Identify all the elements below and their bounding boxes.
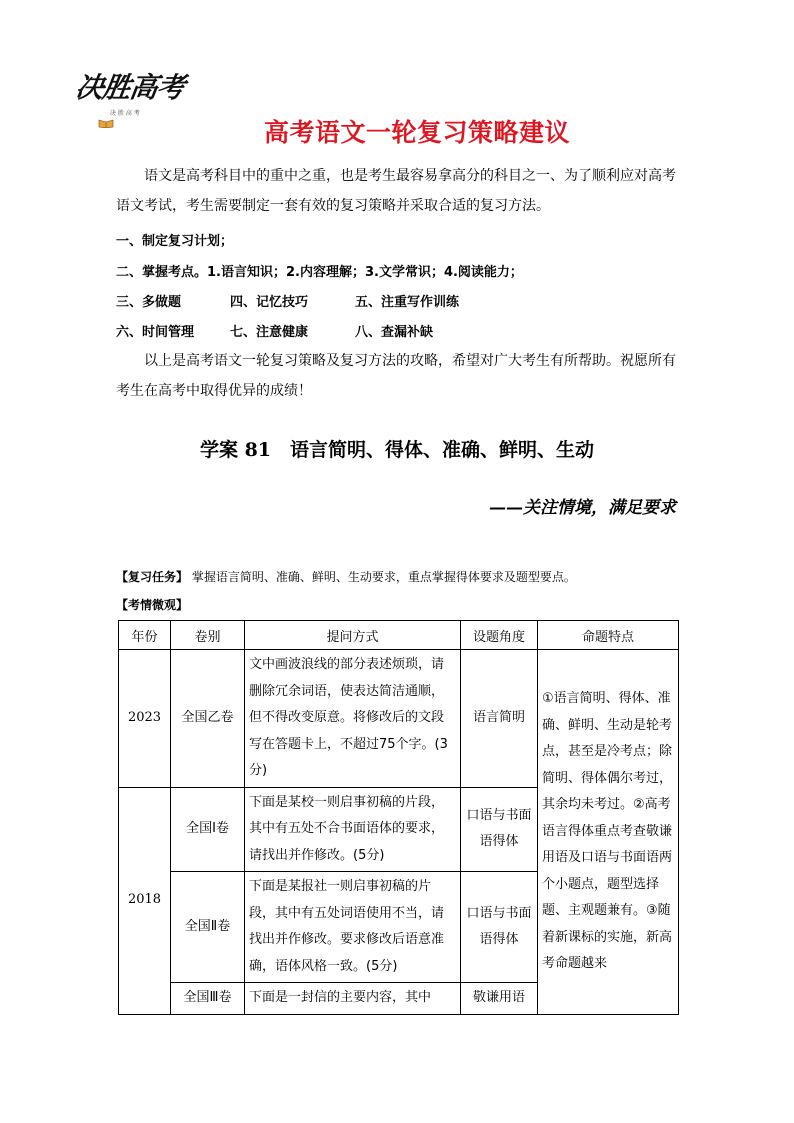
- section-title: 学案 81 语言简明、得体、准确、鲜明、生动: [199, 439, 595, 461]
- logo-text: 决胜高考: [73, 71, 187, 104]
- point-6: 六、时间管理: [116, 325, 195, 340]
- points-row-3: [116, 291, 459, 310]
- cell-angle: 语言简明: [461, 650, 538, 788]
- cell-question: 下面是某校一则启事初稿的片段，其中有五处不合书面语体的要求，请找出并作修改。(5分): [245, 787, 461, 872]
- cell-question: 下面是某报社一则启事初稿的片段，其中有五处词语使用不当，请找出并作修改。要求修改后语意准确，语体风格一致。(5分): [245, 872, 461, 983]
- point-4: 四、记忆技巧: [230, 295, 309, 310]
- review-task-label: 【复习任务】: [116, 570, 189, 584]
- header-question: 提问方式: [245, 621, 461, 650]
- cell-year: 2018: [119, 787, 171, 1014]
- point-5: 五、注重写作训练: [355, 295, 460, 310]
- point-2: 二、掌握考点。1.语言知识；2.内容理解；3.文学常识；4.阅读能力；: [116, 265, 523, 280]
- cell-angle: 口语与书面语得体: [461, 872, 538, 983]
- exam-observation-label: 【考情微观】: [116, 598, 189, 612]
- review-task: [116, 568, 576, 585]
- section-subtitle: ——关注情境，满足要求: [489, 498, 676, 518]
- header-paper: 卷别: [171, 621, 245, 650]
- header-features: 命题特点: [538, 621, 679, 650]
- intro-paragraph: 语文是高考科目中的重中之重，也是考生最容易拿高分的科目之一、为了顺利应对高考语文考试，考生需要制定一套有效的复习策略并采取合适的复习方法。: [116, 168, 676, 214]
- logo-subtext: 决 胜 高 考: [110, 110, 140, 117]
- point-3: 三、多做题: [116, 295, 182, 310]
- closing-paragraph: 以上是高考语文一轮复习策略及复习方法的攻略，希望对广大考生有所帮助。祝愿所有考生在高考中取得优异的成绩！: [116, 353, 676, 399]
- exam-table: [118, 620, 679, 1015]
- header-angle: 设题角度: [461, 621, 538, 650]
- page-title: 高考语文一轮复习策略建议: [263, 118, 570, 147]
- cell-paper: 全国乙卷: [171, 650, 245, 788]
- cell-question: 下面是一封信的主要内容，其中: [245, 983, 461, 1015]
- table-row: [119, 650, 679, 788]
- cell-angle: 口语与书面语得体: [461, 787, 538, 872]
- points-row-4: [116, 321, 433, 340]
- header-year: 年份: [119, 621, 171, 650]
- review-task-text: 掌握语言简明、准确、鲜明、生动要求，重点掌握得体要求及题型要点。: [191, 570, 576, 584]
- table-header-row: [119, 621, 679, 650]
- cell-paper: 全国Ⅰ卷: [171, 787, 245, 872]
- point-7: 七、注意健康: [230, 325, 309, 340]
- point-1: 一、制定复习计划；: [116, 234, 234, 249]
- cell-year: 2023: [119, 650, 171, 788]
- point-8: 八、查漏补缺: [355, 325, 434, 340]
- cell-features: ①语言简明、得体、准确、鲜明、生动是轮考点，甚至是冷考点；除简明、得体偶尔考过，其余均未考过。②高考语言得体重点考查敬谦用语及口语与书面语两个小题点，题型选择题、主观题兼有。③随着新课标的实施，新高考命题越来: [538, 650, 679, 1015]
- cell-question: 文中画波浪线的部分表述烦琐，请删除冗余词语，使表达简洁通顺，但不得改变原意。将修改后的文段写在答题卡上，不超过75个字。(3分): [245, 650, 461, 788]
- cell-paper: 全国Ⅱ卷: [171, 872, 245, 983]
- cell-paper: 全国Ⅲ卷: [171, 983, 245, 1015]
- cell-angle: 敬谦用语: [461, 983, 538, 1015]
